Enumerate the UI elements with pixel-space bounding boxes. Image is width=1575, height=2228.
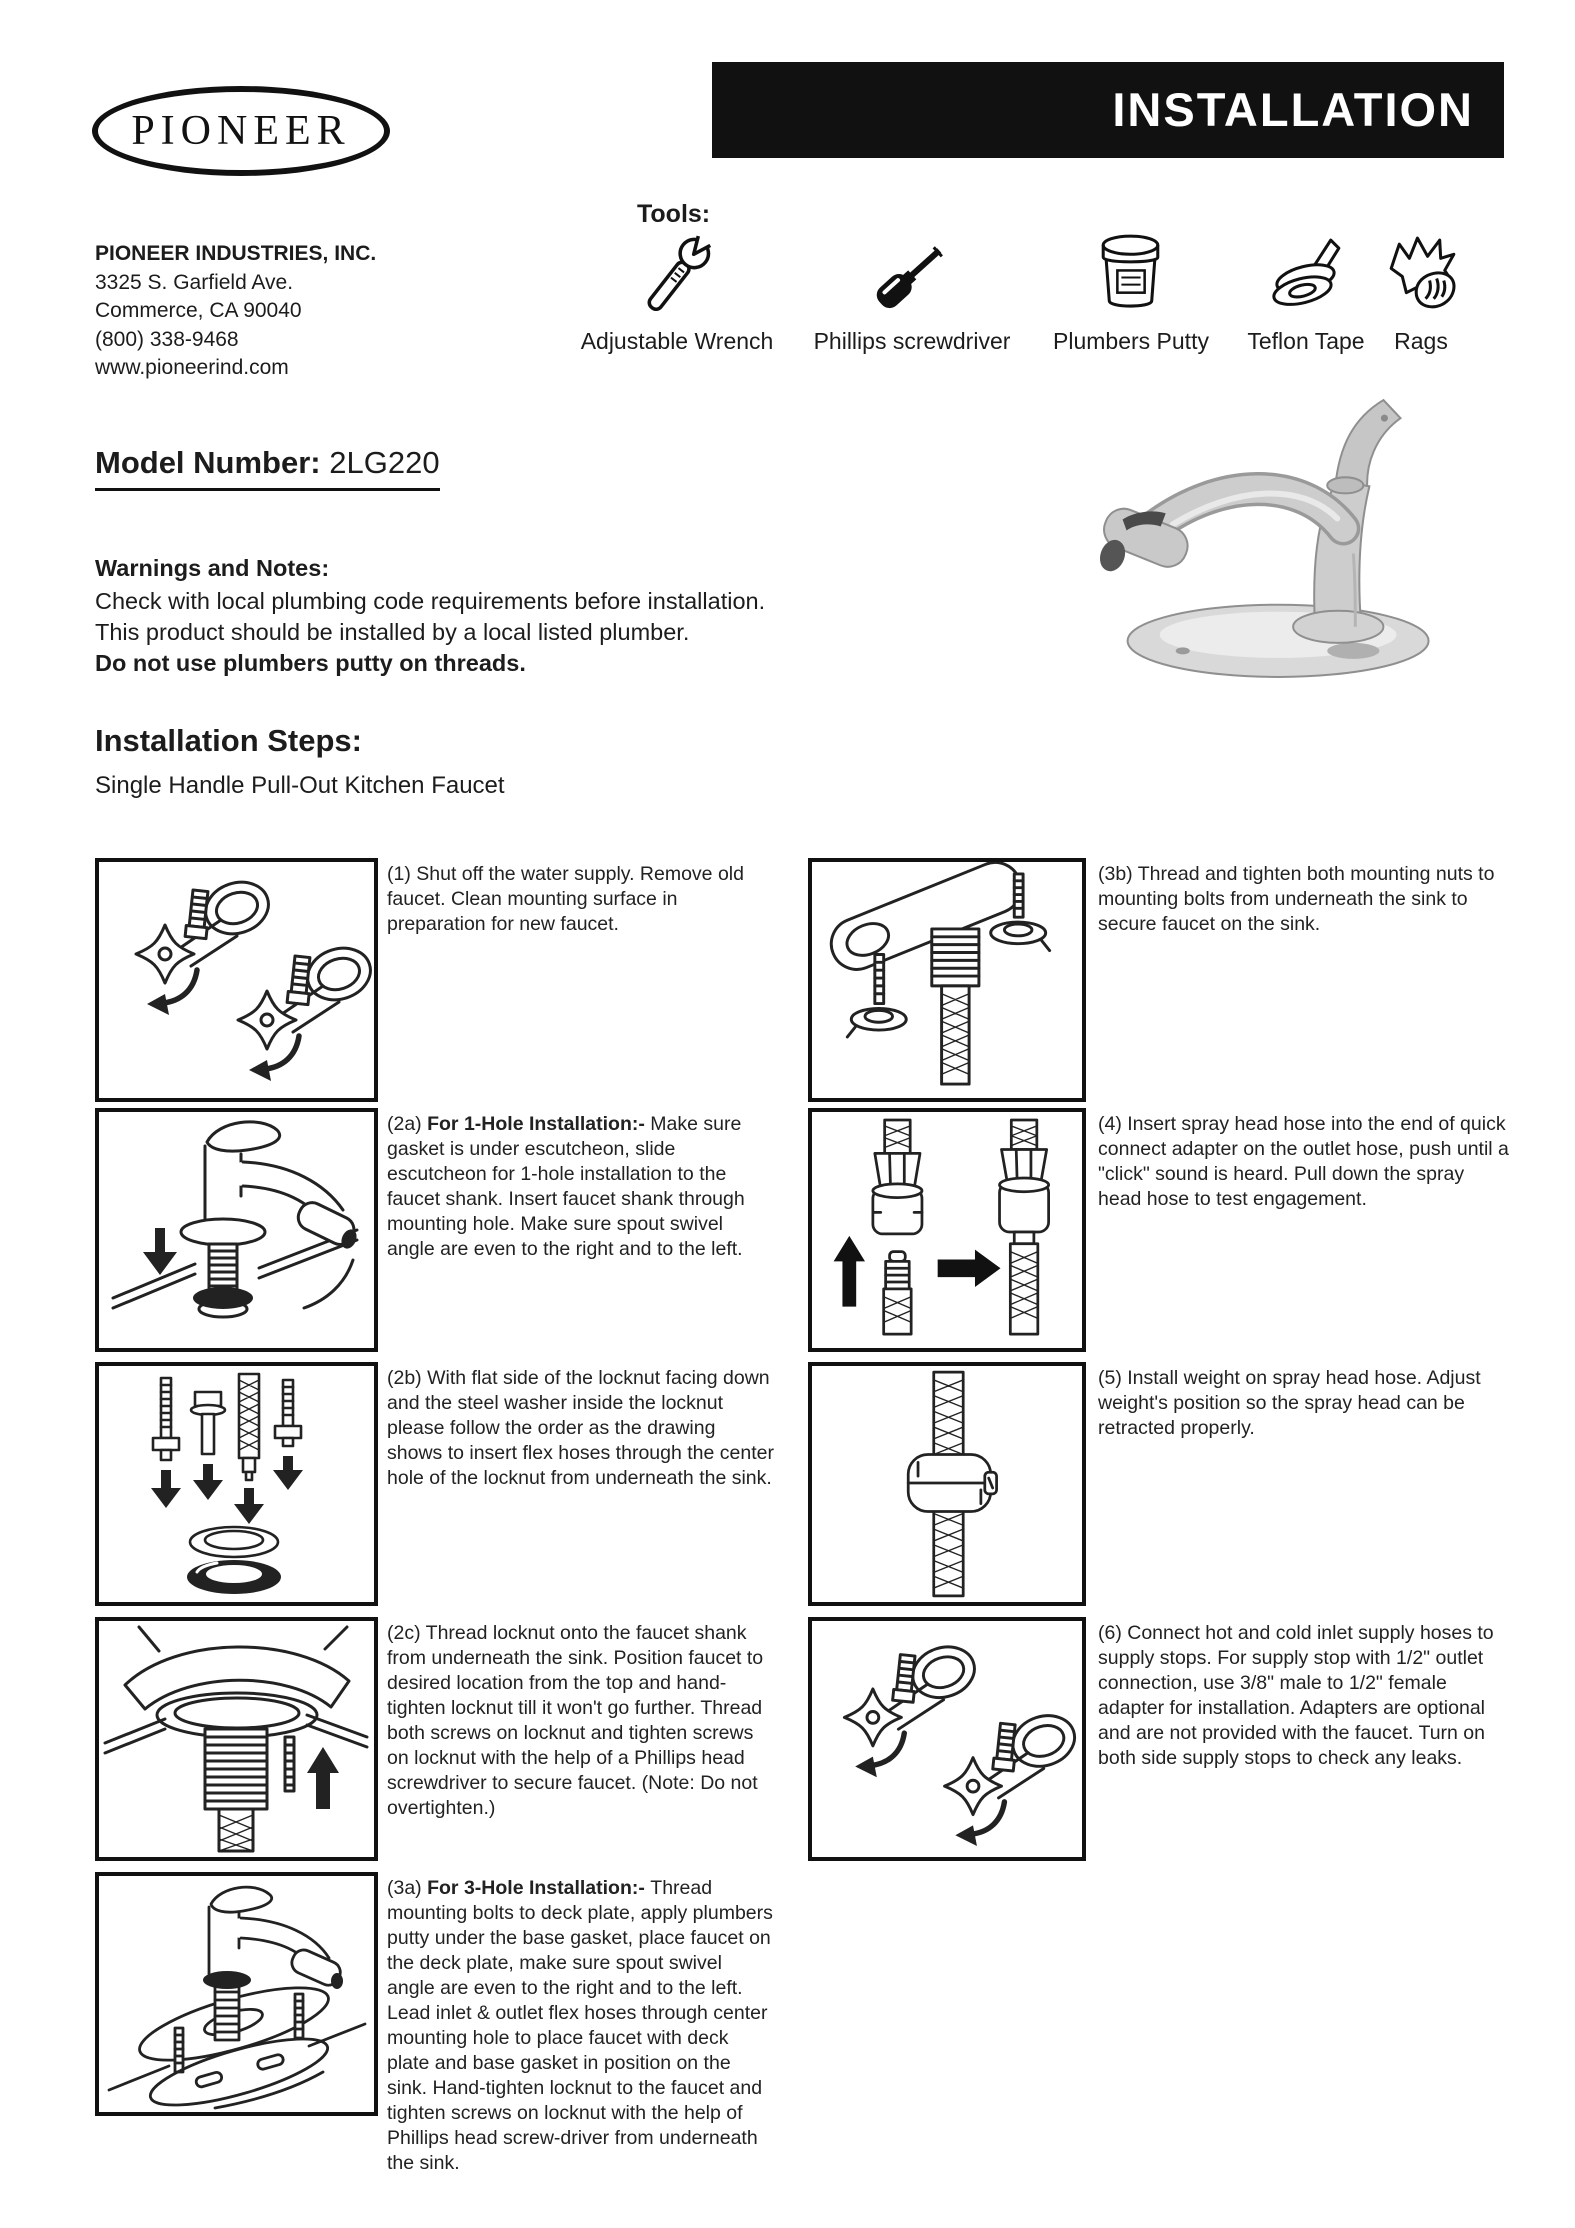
step-label: (5) xyxy=(1098,1367,1128,1389)
company-name: PIONEER INDUSTRIES, INC. xyxy=(95,242,377,265)
warnings-line-1: Check with local plumbing code requirements before installation. xyxy=(95,588,766,614)
company-phone: (800) 338-9468 xyxy=(95,327,239,351)
company-info xyxy=(95,240,376,383)
phillips-screwdriver-icon xyxy=(797,228,1027,324)
step-2b-text xyxy=(387,1366,775,1491)
installation-banner: INSTALLATION xyxy=(712,62,1504,158)
company-city: Commerce, CA 90040 xyxy=(95,299,302,322)
step-3a-illustration xyxy=(95,1872,378,2116)
warnings-section xyxy=(95,553,765,679)
step-body: Install weight on spray head hose. Adjust weight's position so the spray head can be retracted properly. xyxy=(1098,1367,1481,1439)
tool-label: Adjustable Wrench xyxy=(580,328,774,354)
faucet-product-photo xyxy=(1052,378,1454,694)
company-website: www.pioneerind.com xyxy=(95,356,289,379)
tool-rags xyxy=(1356,228,1486,355)
tool-label: Teflon Tape xyxy=(1247,328,1365,354)
step-2a-illustration xyxy=(95,1108,378,1352)
tool-adjustable-wrench xyxy=(562,228,792,355)
step-body: Thread locknut onto the faucet shank from underneath the sink. Position faucet to desired location from the top and hand-tighten locknut till it won't go further. Thread both screws on locknut and tighten screws on locknut with the help of a Phillips head screwdriver to secure faucet. (Note: Do not overtighten.) xyxy=(387,1622,764,1819)
step-body: Connect hot and cold inlet supply hoses to supply stops. For supply stop with 1/2" outlet connection, use 3/8" male to 1/2" female adapter for installation. Adapters are optional and are not provided with the faucet. Turn on both side supply stops to check any leaks. xyxy=(1098,1622,1494,1769)
step-1-text xyxy=(387,862,775,937)
model-number-label: Model Number: xyxy=(95,445,321,480)
warnings-heading: Warnings and Notes: xyxy=(95,555,330,581)
step-label: (2c) xyxy=(387,1622,426,1644)
warnings-line-3: Do not use plumbers putty on threads. xyxy=(95,650,526,676)
step-body: Make sure gasket is under escutcheon, slide escutcheon for 1-hole installation to the faucet shank. Insert faucet shank through mounting hole. Make sure spout swivel angle are even to the right and to the left. xyxy=(387,1113,745,1260)
step-3b-illustration xyxy=(808,858,1086,1102)
step-label: (2a) xyxy=(387,1113,428,1135)
step-4-text xyxy=(1098,1112,1512,1212)
step-label: (2b) xyxy=(387,1367,428,1389)
model-number xyxy=(95,445,440,491)
step-body: With flat side of the locknut facing down and the steel washer inside the locknut please follow the order as the drawing shows to insert flex hoses through the center hole of the locknut from underneath the sink. xyxy=(387,1367,774,1489)
step-body: Thread and tighten both mounting nuts to mounting bolts from underneath the sink to secure faucet on the sink. xyxy=(1098,863,1495,935)
step-label: (6) xyxy=(1098,1622,1128,1644)
step-body: Thread mounting bolts to deck plate, apply plumbers putty under the base gasket, place faucet on the deck plate, make sure spout swivel angle are even to the right and to the left. Lead inlet & outlet flex hoses through center mounting hole to place faucet with deck plate and base gasket in position on the sink. Hand-tighten locknut to the faucet and tighten screws on locknut with the help of Phillips head screw-driver from underneath the sink. xyxy=(387,1877,773,2174)
step-bold-lead: For 3-Hole Installation:- xyxy=(427,1877,651,1899)
step-body: Shut off the water supply. Remove old faucet. Clean mounting surface in preparation for new faucet. xyxy=(387,863,744,935)
step-6-text xyxy=(1098,1621,1512,1771)
pioneer-logo-text: PIONEER xyxy=(131,108,351,154)
step-bold-lead: For 1-Hole Installation:- xyxy=(427,1113,651,1135)
step-4-illustration xyxy=(808,1108,1086,1352)
step-3b-text xyxy=(1098,862,1512,937)
step-5-illustration xyxy=(808,1362,1086,1606)
step-body: Insert spray head hose into the end of quick connect adapter on the outlet hose, push until a "click" sound is heard. Pull down the spray head hose to test engagement. xyxy=(1098,1113,1509,1210)
step-label: (3b) xyxy=(1098,863,1138,885)
tools-heading: Tools: xyxy=(637,200,711,228)
step-6-illustration xyxy=(808,1617,1086,1861)
step-1-illustration xyxy=(95,858,378,1102)
warnings-line-2: This product should be installed by a local listed plumber. xyxy=(95,619,690,645)
pioneer-logo xyxy=(92,86,390,176)
adjustable-wrench-icon xyxy=(562,228,792,324)
step-2c-illustration xyxy=(95,1617,378,1861)
tool-label: Plumbers Putty xyxy=(1053,328,1209,354)
step-2a-text xyxy=(387,1112,775,1262)
company-street: 3325 S. Garfield Ave. xyxy=(95,270,294,294)
step-label: (1) xyxy=(387,863,417,885)
installation-steps-heading: Installation Steps: xyxy=(95,723,362,758)
step-label: (3a) xyxy=(387,1877,428,1899)
step-2c-text xyxy=(387,1621,775,1821)
tool-phillips-screwdriver xyxy=(797,228,1027,355)
model-number-value: 2LG220 xyxy=(320,445,440,480)
tool-label: Rags xyxy=(1394,328,1448,354)
step-3a-text xyxy=(387,1876,775,2176)
installation-subtitle: Single Handle Pull-Out Kitchen Faucet xyxy=(95,772,505,799)
step-2b-illustration xyxy=(95,1362,378,1606)
tool-label: Phillips screwdriver xyxy=(813,328,1011,354)
step-label: (4) xyxy=(1098,1113,1128,1135)
step-5-text xyxy=(1098,1366,1512,1441)
rags-icon xyxy=(1356,228,1486,324)
